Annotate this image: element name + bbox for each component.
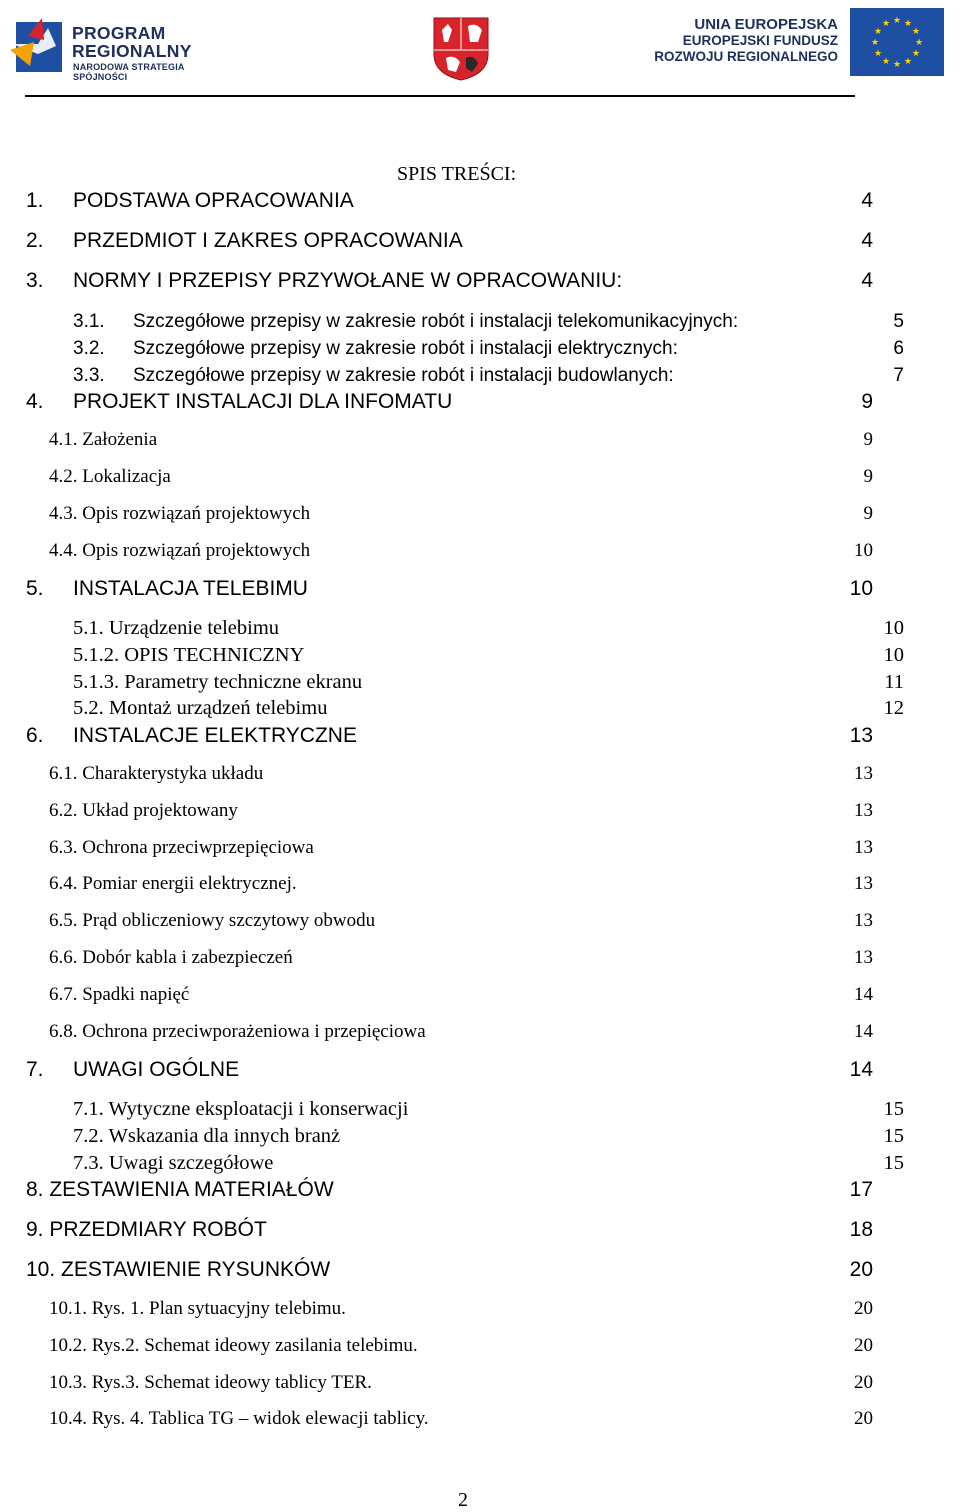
eu-line2: EUROPEJSKI FUNDUSZ — [682, 33, 838, 48]
toc-entry[interactable] — [0, 800, 960, 830]
toc-entry-page: 10 — [854, 540, 873, 561]
toc-entry-text: 10.1. Rys. 1. Plan sytuacyjny telebimu. — [49, 1298, 346, 1319]
toc-entry-title: PODSTAWA OPRACOWANIA — [73, 189, 354, 212]
toc-entry-text: 10.4. Rys. 4. Tablica TG – widok elewacji tablicy. — [49, 1408, 429, 1429]
toc-entry[interactable] — [0, 229, 960, 259]
toc-entry[interactable] — [0, 1408, 960, 1438]
eu-flag-icon — [850, 8, 944, 76]
toc-entry[interactable] — [0, 429, 960, 459]
toc-entry-number: 2. — [26, 229, 44, 252]
toc-entry-title: 10. ZESTAWIENIE RYSUNKÓW — [26, 1258, 331, 1281]
toc-entry-title: PRZEDMIOT I ZAKRES OPRACOWANIA — [73, 229, 463, 252]
toc-entry-text: 6.7. Spadki napięć — [49, 984, 190, 1005]
toc-entry-text: 6.1. Charakterystyka układu — [49, 763, 264, 784]
toc-entry-page: 20 — [854, 1408, 873, 1429]
program-regionalny-logo — [8, 10, 238, 80]
toc-entry-page: 20 — [854, 1298, 873, 1319]
svg-text:★: ★ — [892, 16, 902, 26]
toc-entry-title: INSTALACJE ELEKTRYCZNE — [73, 724, 357, 747]
toc-entry-page: 13 — [854, 800, 873, 821]
toc-entry-page: 13 — [854, 873, 873, 894]
toc-entry-page: 20 — [854, 1372, 873, 1393]
toc-entry-page: 20 — [854, 1335, 873, 1356]
toc-entry-page: 15 — [883, 1098, 904, 1120]
eu-line1: UNIA EUROPEJSKA — [694, 16, 838, 33]
toc-entry[interactable] — [0, 1021, 960, 1051]
toc-entry-page: 11 — [884, 671, 904, 693]
svg-text:★: ★ — [903, 19, 913, 29]
toc-entry-text: 7.2. Wskazania dla innych branż — [73, 1125, 341, 1147]
svg-text:★: ★ — [870, 38, 880, 48]
toc-entry-text: 7.1. Wytyczne eksploatacji i konserwacji — [73, 1098, 409, 1120]
toc-entry[interactable] — [0, 577, 960, 607]
toc-entry-page: 10 — [849, 577, 873, 600]
toc-entry-title: Szczegółowe przepisy w zakresie robót i instalacji elektrycznych: — [133, 338, 678, 359]
toc-entry-page: 4 — [861, 269, 873, 292]
toc-entry[interactable] — [0, 1058, 960, 1088]
toc-entry-page: 13 — [854, 947, 873, 968]
toc-entry-text: 10.3. Rys.3. Schemat ideowy tablicy TER. — [49, 1372, 372, 1393]
toc-entry-title: Szczegółowe przepisy w zakresie robót i instalacji budowlanych: — [133, 365, 674, 386]
toc-entry[interactable] — [0, 947, 960, 977]
toc-entry-page: 13 — [854, 837, 873, 858]
toc-entry-number: 3.2. — [73, 338, 105, 359]
toc-entry-page: 14 — [854, 1021, 873, 1042]
toc-entry[interactable] — [0, 390, 960, 420]
toc-entry[interactable] — [0, 338, 960, 368]
toc-entry-page: 10 — [883, 617, 904, 639]
svg-text:★: ★ — [914, 38, 924, 48]
toc-entry-page: 17 — [849, 1178, 873, 1201]
toc-entry-page: 9 — [863, 429, 873, 450]
voivodeship-crest-icon — [432, 16, 490, 82]
toc-entry-title: Szczegółowe przepisy w zakresie robót i instalacji telekomunikacyjnych: — [133, 311, 739, 332]
svg-text:★: ★ — [911, 49, 921, 59]
toc-entry-page: 9 — [863, 503, 873, 524]
toc-entry-text: 6.5. Prąd obliczeniowy szczytowy obwodu — [49, 910, 376, 931]
toc-entry-text: 5.1.3. Parametry techniczne ekranu — [73, 671, 363, 693]
toc-entry-text: 6.8. Ochrona przeciwporażeniowa i przepięciowa — [49, 1021, 426, 1042]
program-regionalny-star-icon — [8, 14, 64, 74]
toc-entry-page: 6 — [893, 338, 904, 359]
toc-entry-number: 4. — [26, 390, 44, 413]
toc-entry-text: 6.2. Układ projektowany — [49, 800, 238, 821]
toc-entry[interactable] — [0, 873, 960, 903]
toc-entry[interactable] — [0, 1178, 960, 1208]
toc-entry-page: 14 — [849, 1058, 873, 1081]
toc-entry-page: 15 — [883, 1152, 904, 1174]
toc-entry-page: 18 — [849, 1218, 873, 1241]
toc-entry-text: 4.4. Opis rozwiązań projektowych — [49, 540, 311, 561]
toc-entry-page: 9 — [861, 390, 873, 413]
toc-entry[interactable] — [0, 311, 960, 341]
toc-entry-page: 5 — [893, 311, 904, 332]
toc-entry[interactable] — [0, 189, 960, 219]
toc-entry-title: 8. ZESTAWIENIA MATERIAŁÓW — [26, 1178, 334, 1201]
toc-entry-number: 3.1. — [73, 311, 105, 332]
toc-entry-page: 15 — [883, 1125, 904, 1147]
toc-entry-page: 12 — [883, 697, 904, 719]
svg-text:★: ★ — [881, 57, 891, 67]
toc-entry-page: 9 — [863, 466, 873, 487]
toc-entry[interactable] — [0, 644, 960, 674]
toc-entry-text: 5.1. Urządzenie telebimu — [73, 617, 280, 639]
toc-entry-page: 4 — [861, 189, 873, 212]
toc-entry-page: 10 — [883, 644, 904, 666]
header-divider — [25, 95, 855, 97]
toc-entry[interactable] — [0, 724, 960, 754]
svg-text:★: ★ — [873, 49, 883, 59]
toc-entry-text: 6.3. Ochrona przeciwprzepięciowa — [49, 837, 314, 858]
program-logo-line1: PROGRAM — [72, 23, 166, 43]
toc-entry-page: 14 — [854, 984, 873, 1005]
toc-entry[interactable] — [0, 1125, 960, 1155]
svg-text:★: ★ — [881, 19, 891, 29]
toc-entry-page: 13 — [849, 724, 873, 747]
svg-text:★: ★ — [903, 57, 913, 67]
toc-entry[interactable] — [0, 910, 960, 940]
toc-entry-number: 6. — [26, 724, 44, 747]
toc-entry-title: 9. PRZEDMIARY ROBÓT — [26, 1218, 267, 1241]
toc-entry-title: PROJEKT INSTALACJI DLA INFOMATU — [73, 390, 453, 413]
toc-entry-number: 3. — [26, 269, 44, 292]
toc-entry-number: 3.3. — [73, 365, 105, 386]
eu-fund-text — [578, 16, 838, 65]
toc-entry[interactable] — [0, 617, 960, 647]
toc-entry-number: 7. — [26, 1058, 44, 1081]
toc-heading: SPIS TREŚCI: — [397, 163, 517, 185]
page-number: 2 — [458, 1489, 468, 1511]
toc-entry-text: 10.2. Rys.2. Schemat ideowy zasilania telebimu. — [49, 1335, 418, 1356]
toc-entry-text: 4.3. Opis rozwiązań projektowych — [49, 503, 311, 524]
toc-entry-text: 4.2. Lokalizacja — [49, 466, 171, 487]
toc-entry[interactable] — [0, 697, 960, 727]
toc-entry[interactable] — [0, 466, 960, 496]
toc-entry[interactable] — [0, 1258, 960, 1288]
toc-entry[interactable] — [0, 1098, 960, 1128]
toc-entry[interactable] — [0, 763, 960, 793]
toc-entry[interactable] — [0, 269, 960, 299]
toc-entry-title: NORMY I PRZEPISY PRZYWOŁANE W OPRACOWANIU: — [73, 269, 623, 292]
toc-entry[interactable] — [0, 1218, 960, 1248]
toc-entry[interactable] — [0, 1298, 960, 1328]
program-logo-line3: NARODOWA STRATEGIA SPÓJNOŚCI — [73, 62, 185, 82]
toc-entry-text: 5.1.2. OPIS TECHNICZNY — [73, 644, 305, 666]
toc-entry[interactable] — [0, 540, 960, 570]
toc-entry-page: 4 — [861, 229, 873, 252]
toc-entry-title: UWAGI OGÓLNE — [73, 1058, 240, 1081]
toc-entry[interactable] — [0, 1335, 960, 1365]
toc-entry-number: 5. — [26, 577, 44, 600]
toc-entry-text: 7.3. Uwagi szczegółowe — [73, 1152, 274, 1174]
toc-entry[interactable] — [0, 837, 960, 867]
toc-entry-page: 13 — [854, 910, 873, 931]
toc-entry-page: 7 — [893, 365, 904, 386]
toc-entry-text: 5.2. Montaż urządzeń telebimu — [73, 697, 328, 719]
eu-line3: ROZWOJU REGIONALNEGO — [654, 49, 838, 64]
toc-entry[interactable] — [0, 1372, 960, 1402]
toc-entry[interactable] — [0, 984, 960, 1014]
toc-entry[interactable] — [0, 503, 960, 533]
toc-entry-text: 4.1. Założenia — [49, 429, 158, 450]
toc-entry-page: 13 — [854, 763, 873, 784]
program-logo-line2: REGIONALNY — [72, 41, 192, 61]
svg-text:★: ★ — [911, 27, 921, 37]
toc-entry-number: 1. — [26, 189, 44, 212]
svg-text:★: ★ — [873, 27, 883, 37]
toc-entry-text: 6.4. Pomiar energii elektrycznej. — [49, 873, 297, 894]
toc-entry-text: 6.6. Dobór kabla i zabezpieczeń — [49, 947, 293, 968]
toc-entry-title: INSTALACJA TELEBIMU — [73, 577, 308, 600]
svg-text:★: ★ — [892, 60, 902, 70]
toc-entry-page: 20 — [849, 1258, 873, 1281]
